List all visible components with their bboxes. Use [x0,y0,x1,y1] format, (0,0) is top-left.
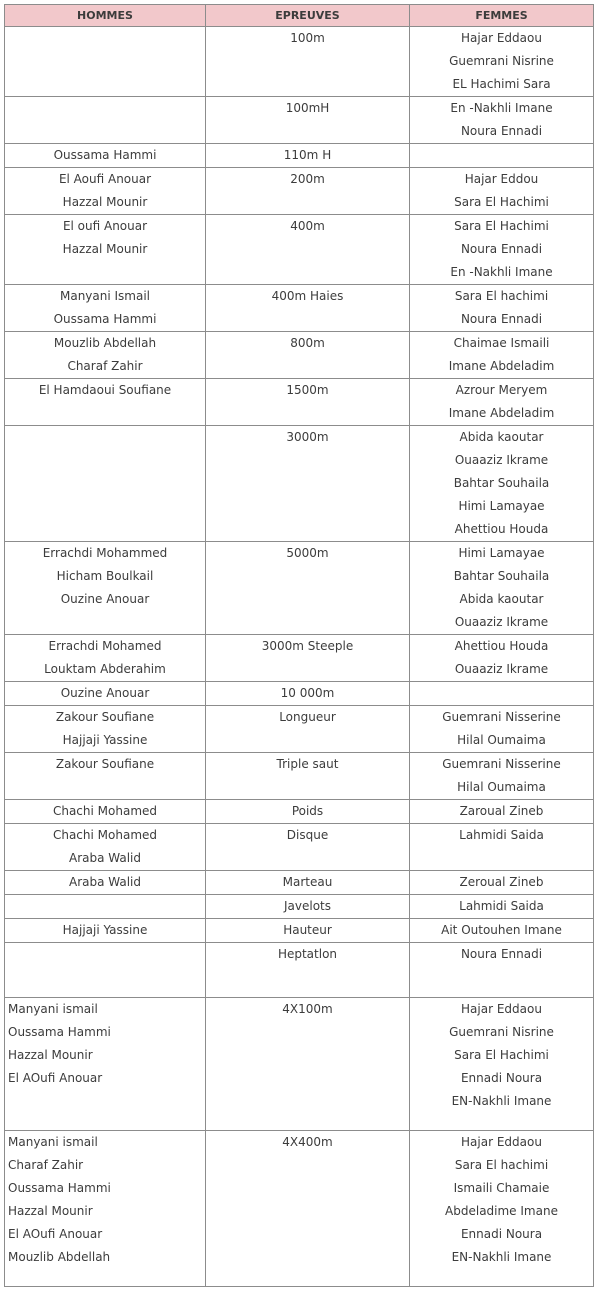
epreuve-cell [206,943,410,998]
athlete-name: El Hamdaoui Soufiane [38,383,172,397]
femmes-cell [410,542,594,635]
epreuve-cell [206,824,410,871]
athlete-name: Ait Outouhen Imane [441,923,562,937]
header-femmes: FEMMES [410,5,594,27]
femmes-cell [410,919,594,943]
femmes-cell [410,1131,594,1287]
femmes-cell [410,635,594,682]
femmes-cell [410,285,594,332]
athlete-name: Chaimae Ismaili [453,336,550,350]
table-row [5,635,594,682]
hommes-cell [5,635,206,682]
event-name: 4X400m [282,1135,333,1149]
athlete-name: Louktam Abderahim [44,662,166,676]
athlete-name: Lahmidi Saida [459,828,544,842]
hommes-cell [5,215,206,285]
athlete-name: Mouzlib Abdellah [53,336,157,350]
table-row [5,706,594,753]
hommes-cell [5,1131,206,1287]
femmes-cell [410,144,594,168]
event-name: Longueur [279,710,336,724]
athlete-name: Charaf Zahir [8,1158,84,1172]
event-name: 3000m Steeple [261,639,354,653]
athlete-name: En -Nakhli Imane [450,101,553,115]
athlete-name: Imane Abdeladim [448,406,555,420]
event-name: 5000m [286,546,329,560]
epreuve-cell [206,871,410,895]
athlete-name: Sara El Hachimi [454,219,549,233]
athlete-name: Noura Ennadi [460,124,543,138]
hommes-cell [5,895,206,919]
athlete-name: Noura Ennadi [460,312,543,326]
athlete-name: Noura Ennadi [460,947,543,961]
epreuve-cell [206,1131,410,1287]
femmes-cell [410,332,594,379]
athlete-name: Hajjaji Yassine [62,733,148,747]
femmes-cell [410,943,594,998]
athlete-name: Lahmidi Saida [459,899,544,913]
header-hommes: HOMMES [5,5,206,27]
table-row [5,753,594,800]
hommes-cell [5,97,206,144]
athlete-name: El AOufi Anouar [8,1227,103,1241]
epreuve-cell [206,215,410,285]
athlete-name: EN-Nakhli Imane [451,1094,552,1108]
hommes-cell [5,943,206,998]
athlete-name: Manyani ismail [8,1135,98,1149]
femmes-cell [410,215,594,285]
epreuve-cell [206,919,410,943]
athlete-name: En -Nakhli Imane [450,265,553,279]
hommes-cell [5,542,206,635]
hommes-cell [5,682,206,706]
event-name: 800m [290,336,325,350]
athlete-name: Ouaaziz Ikrame [454,453,549,467]
athlete-name: Abida kaoutar [459,430,544,444]
athlete-name: Azrour Meryem [455,383,548,397]
femmes-cell [410,800,594,824]
athlete-name: Errachdi Mohamed [48,639,162,653]
table-row [5,379,594,426]
femmes-cell [410,27,594,97]
epreuve-cell [206,800,410,824]
hommes-cell [5,27,206,97]
femmes-cell [410,753,594,800]
athlete-name: Himi Lamayae [458,546,545,560]
table-row [5,97,594,144]
femmes-cell [410,379,594,426]
athlete-name: Ouaaziz Ikrame [454,615,549,629]
hommes-cell [5,706,206,753]
athlete-name: El Aoufi Anouar [58,172,152,186]
athlete-name: Hajar Eddaou [461,1135,542,1149]
table-row [5,682,594,706]
athlete-name: Oussama Hammi [8,1181,111,1195]
athlete-name: Hazzal Mounir [8,1204,93,1218]
femmes-cell [410,168,594,215]
table-row [5,27,594,97]
epreuve-cell [206,426,410,542]
athlete-name: Oussama Hammi [53,312,157,326]
athlete-name: Ahettiou Houda [454,522,549,536]
athlete-name: El AOufi Anouar [8,1071,103,1085]
athlete-name: Hajjaji Yassine [62,923,148,937]
epreuve-cell [206,635,410,682]
epreuve-cell [206,753,410,800]
hommes-cell [5,998,206,1131]
femmes-cell [410,706,594,753]
event-name: 1500m [286,383,329,397]
hommes-cell [5,379,206,426]
table-row [5,285,594,332]
athlete-name: Ennadi Noura [460,1227,543,1241]
athlete-name: Sara El hachimi [454,289,549,303]
athlete-name: Hicham Boulkail [56,569,154,583]
athlete-name: Ahettiou Houda [454,639,549,653]
event-name: 200m [290,172,325,186]
athlete-name: Guemrani Nisrine [449,1025,554,1039]
athlete-name: Charaf Zahir [67,359,143,373]
epreuve-cell [206,97,410,144]
event-name: Poids [291,804,324,818]
femmes-cell [410,682,594,706]
table-row [5,144,594,168]
athlete-name: Hajar Eddaou [461,31,542,45]
athlete-name: Ouzine Anouar [60,592,150,606]
event-name: 400m [290,219,325,233]
femmes-cell [410,426,594,542]
event-name: Hauteur [283,923,332,937]
femmes-cell [410,871,594,895]
epreuve-cell [206,332,410,379]
event-name: Disque [286,828,329,842]
athlete-name: Noura Ennadi [460,242,543,256]
athlete-name: Sara El Hachimi [454,195,549,209]
athlete-name: Oussama Hammi [53,148,157,162]
hommes-cell [5,800,206,824]
hommes-cell [5,824,206,871]
event-name: 3000m [286,430,329,444]
event-name: 110m H [283,148,332,162]
epreuve-cell [206,168,410,215]
table-row [5,871,594,895]
epreuve-cell [206,285,410,332]
table-row [5,895,594,919]
athlete-name: Oussama Hammi [8,1025,111,1039]
hommes-cell [5,426,206,542]
event-name: 400m Haies [271,289,344,303]
athlete-name: Guemrani Nisserine [442,710,561,724]
table-row [5,800,594,824]
table-row [5,215,594,285]
athlete-name: Guemrani Nisrine [449,54,554,68]
event-name: Marteau [282,875,333,889]
athlete-name: Abdeladime Imane [445,1204,558,1218]
athlete-name: Manyani ismail [8,1002,98,1016]
athlete-name: Hilal Oumaima [457,780,546,794]
athlete-name: Zakour Soufiane [55,757,155,771]
header-epreuves: EPREUVES [206,5,410,27]
epreuve-cell [206,542,410,635]
epreuve-cell [206,706,410,753]
athlete-name: Guemrani Nisserine [442,757,561,771]
athlete-name: Manyani Ismail [59,289,151,303]
athlete-name: Errachdi Mohammed [42,546,168,560]
athlete-name: Zeroual Zineb [459,875,544,889]
athlete-name: EN-Nakhli Imane [451,1250,552,1264]
athlete-name: EL Hachimi Sara [452,77,551,91]
athlete-name: Hazzal Mounir [62,242,148,256]
athlete-name: Zaroual Zineb [459,804,544,818]
femmes-cell [410,97,594,144]
athlete-name: Chachi Mohamed [52,828,158,842]
epreuve-cell [206,682,410,706]
hommes-cell [5,168,206,215]
hommes-cell [5,753,206,800]
table-row [5,168,594,215]
athlete-name: Hilal Oumaima [457,733,546,747]
athlete-name: Araba Walid [68,851,142,865]
athlete-name: Imane Abdeladim [448,359,555,373]
event-name: 100mH [285,101,330,115]
epreuve-cell [206,998,410,1131]
athlete-name: Himi Lamayae [458,499,545,513]
athlete-name: Sara El Hachimi [454,1048,549,1062]
athlete-name: Ennadi Noura [460,1071,543,1085]
table-row [5,426,594,542]
results-table [4,4,594,1287]
table-row [5,1131,594,1287]
hommes-cell [5,919,206,943]
athlete-name: Araba Walid [68,875,142,889]
epreuve-cell [206,895,410,919]
athlete-name: Mouzlib Abdellah [8,1250,111,1264]
table-body [5,27,594,1287]
header-row [5,5,594,27]
table-row [5,943,594,998]
athlete-name: Bahtar Souhaila [453,569,550,583]
table-row [5,919,594,943]
table-row [5,824,594,871]
athlete-name: Sara El hachimi [454,1158,549,1172]
athlete-name: Chachi Mohamed [52,804,158,818]
athlete-name: Bahtar Souhaila [453,476,550,490]
athlete-name: Hajar Eddou [464,172,539,186]
table-row [5,998,594,1131]
femmes-cell [410,895,594,919]
event-name: 10 000m [280,686,335,700]
athlete-name: Ismaili Chamaie [453,1181,550,1195]
event-name: Triple saut [276,757,339,771]
femmes-cell [410,824,594,871]
athlete-name: Zakour Soufiane [55,710,155,724]
event-name: 100m [290,31,325,45]
event-name: Heptatlon [277,947,338,961]
table-row [5,332,594,379]
hommes-cell [5,285,206,332]
epreuve-cell [206,144,410,168]
event-name: Javelots [283,899,331,913]
athlete-name: Hazzal Mounir [8,1048,93,1062]
event-name: 4X100m [282,1002,333,1016]
hommes-cell [5,871,206,895]
femmes-cell [410,998,594,1131]
athlete-name: Ouzine Anouar [60,686,150,700]
epreuve-cell [206,27,410,97]
athlete-name: El oufi Anouar [62,219,148,233]
athlete-name: Abida kaoutar [459,592,544,606]
hommes-cell [5,144,206,168]
athlete-name: Ouaaziz Ikrame [454,662,549,676]
epreuve-cell [206,379,410,426]
athlete-name: Hazzal Mounir [62,195,148,209]
hommes-cell [5,332,206,379]
athlete-name: Hajar Eddaou [461,1002,542,1016]
table-row [5,542,594,635]
